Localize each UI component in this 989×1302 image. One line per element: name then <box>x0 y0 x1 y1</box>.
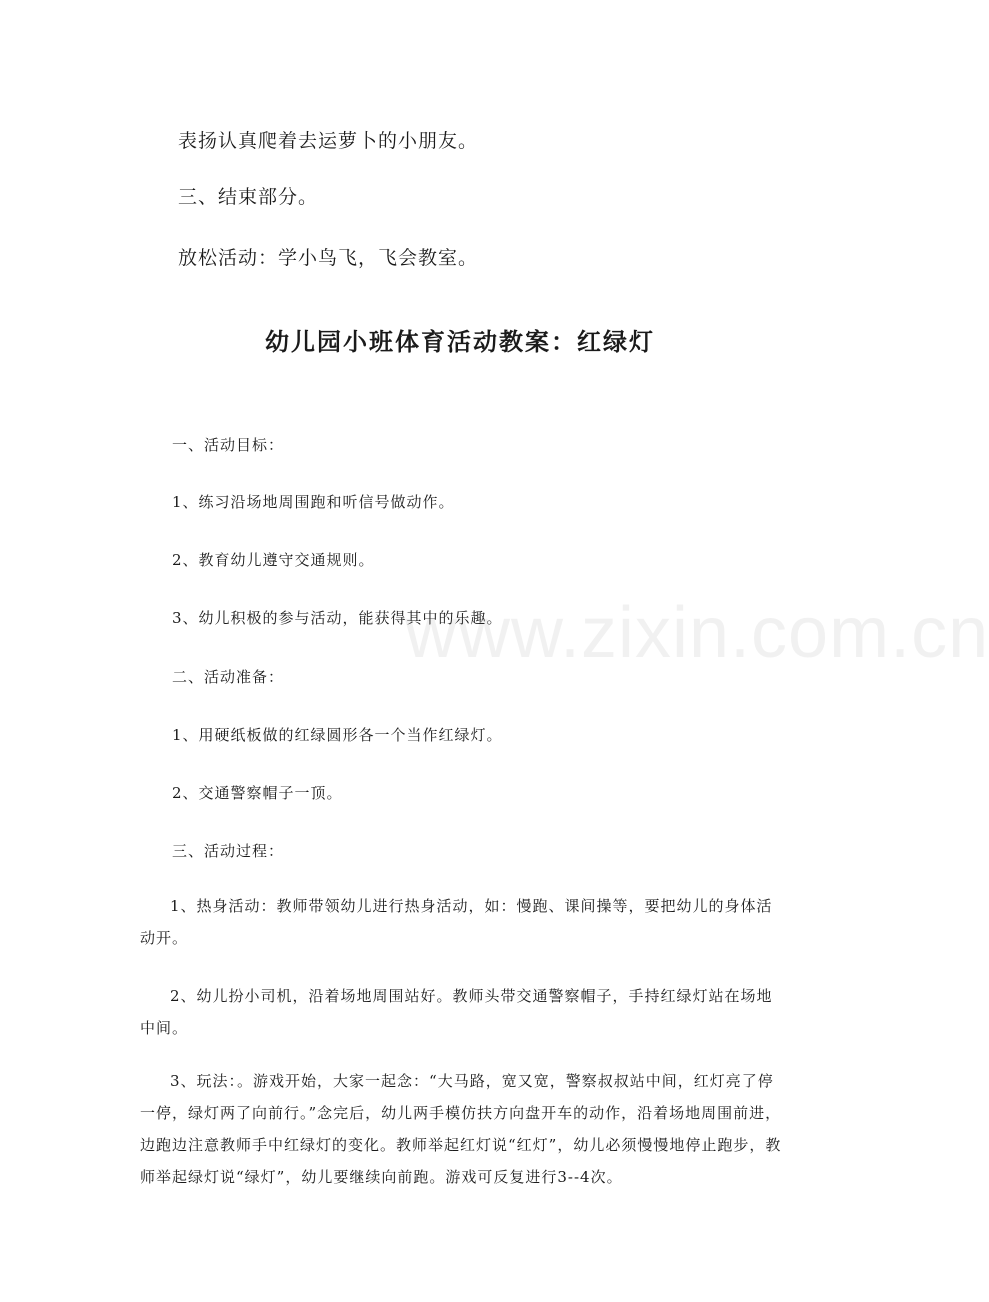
preparation-item: 1、用硬纸板做的红绿圆形各一个当作红绿灯。 <box>172 726 503 744</box>
preparation-item: 2、交通警察帽子一顶。 <box>172 784 343 802</box>
process-step: 1、热身活动：教师带领幼儿进行热身活动，如：慢跑、课间操等，要把幼儿的身体活动开。 <box>140 897 773 947</box>
page-title: 幼儿园小班体育活动教案：红绿灯 <box>265 327 655 356</box>
goal-item: 3、幼儿积极的参与活动，能获得其中的乐趣。 <box>172 609 503 627</box>
section-heading-goals: 一、活动目标： <box>172 436 285 454</box>
watermark: www.zixin.com.cn <box>405 593 989 673</box>
prev-line-praise: 表扬认真爬着去运萝卜的小朋友。 <box>178 130 479 152</box>
process-step: 3、玩法：。游戏开始，大家一起念：“大马路，宽又宽，警察叔叔站中间，红灯亮了停一停，绿灯两了向前行。”念完后，幼儿两手模仿扶方向盘开车的动作，沿着场地周围前进，边跑边注意教师手中红绿灯的变化。教师举起红灯说“红灯”，幼儿必须慢慢地停止跑步，教师举起绿灯说“绿灯”，幼儿要继续向前跑。游戏可反复进行3--4次。 <box>140 1072 782 1186</box>
prev-line-relax: 放松活动：学小鸟飞，飞会教室。 <box>178 247 479 269</box>
prev-heading-ending: 三、结束部分。 <box>178 186 319 208</box>
section-heading-preparation: 二、活动准备： <box>172 668 285 686</box>
goal-item: 2、教育幼儿遵守交通规则。 <box>172 551 375 569</box>
section-heading-process: 三、活动过程： <box>172 842 285 860</box>
goal-item: 1、练习沿场地周围跑和听信号做动作。 <box>172 493 455 511</box>
process-step: 2、幼儿扮小司机，沿着场地周围站好。教师头带交通警察帽子，手持红绿灯站在场地中间。 <box>140 987 773 1037</box>
